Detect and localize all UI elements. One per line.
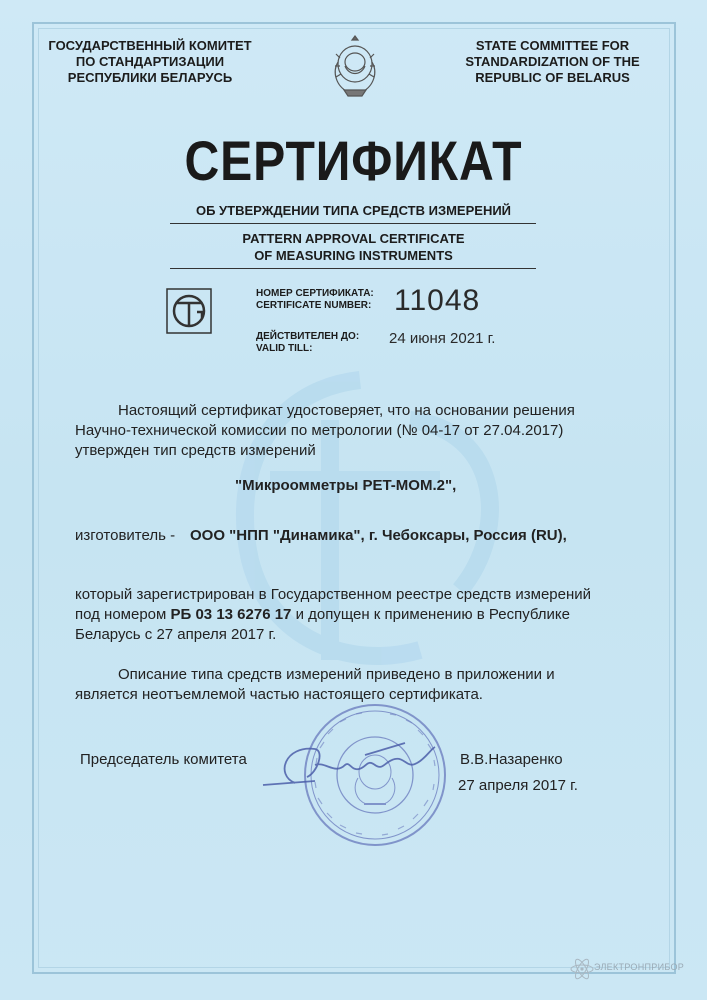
footer-brand: ЭЛЕКТРОНПРИБОР [594, 962, 685, 972]
issuer-name-en: STATE COMMITTEE FOR STANDARDIZATION OF THE REPUBLIC OF BELARUS [465, 38, 640, 85]
registry-number: РБ 03 13 6276 17 [170, 606, 292, 623]
signature-date: 27 апреля 2017 г. [458, 777, 578, 794]
subtitle-ru: ОБ УТВЕРЖДЕНИИ ТИПА СРЕДСТВ ИЗМЕРЕНИЙ [195, 203, 512, 218]
divider-top [170, 223, 536, 224]
body-para1-line3: утвержден тип средств измерений [75, 442, 316, 459]
issuer-name-ru: ГОСУДАРСТВЕННЫЙ КОМИТЕТ ПО СТАНДАРТИЗАЦИИ РЕСПУБЛИКИ БЕЛАРУСЬ [48, 38, 252, 85]
subtitle-en: PATTERN APPROVAL CERTIFICATE OF MEASURING INSTRUMENTS [242, 231, 465, 263]
valid-till-label: ДЕЙСТВИТЕЛЕН ДО: VALID TILL: [256, 331, 360, 354]
body-para2-line1: который зарегистрирован в Государственном реестре средств измерений [75, 586, 592, 603]
body-para1-line1: Настоящий сертификат удостоверяет, что на основании решения [118, 402, 575, 419]
certificate-number: 11048 [394, 284, 481, 317]
signer-position: Председатель комитета [80, 751, 247, 768]
body-para1-line2: Научно-технической комиссии по метрологии (№ 04-17 от 27.04.2017) [75, 422, 564, 439]
valid-till-date: 24 июня 2021 г. [389, 330, 496, 347]
standardization-logo-icon [166, 288, 212, 334]
certificate-number-label: НОМЕР СЕРТИФИКАТА: CERTIFICATE NUMBER: [256, 288, 374, 311]
belarus-emblem-icon [326, 32, 384, 98]
body-para2-line3: Беларусь с 27 апреля 2017 г. [75, 626, 277, 643]
manufacturer-label: изготовитель - [75, 527, 176, 544]
document-title: СЕРТИФИКАТ [184, 129, 523, 192]
signature-scribble [255, 735, 445, 795]
manufacturer-name: ООО "НПП "Динамика", г. Чебоксары, Россия (RU), [190, 527, 567, 544]
body-para3-line1: Описание типа средств измерений приведено в приложении и [118, 666, 555, 683]
divider-bottom [170, 268, 536, 269]
body-para2-line2: под номером РБ 03 13 6276 17 и допущен к применению в Республике [75, 606, 570, 623]
instrument-name: "Микроомметры PET-MOM.2", [235, 477, 457, 494]
signer-name: В.В.Назаренко [460, 751, 563, 768]
body-para3-line2: является неотъемлемой частью настоящего сертификата. [75, 686, 483, 703]
